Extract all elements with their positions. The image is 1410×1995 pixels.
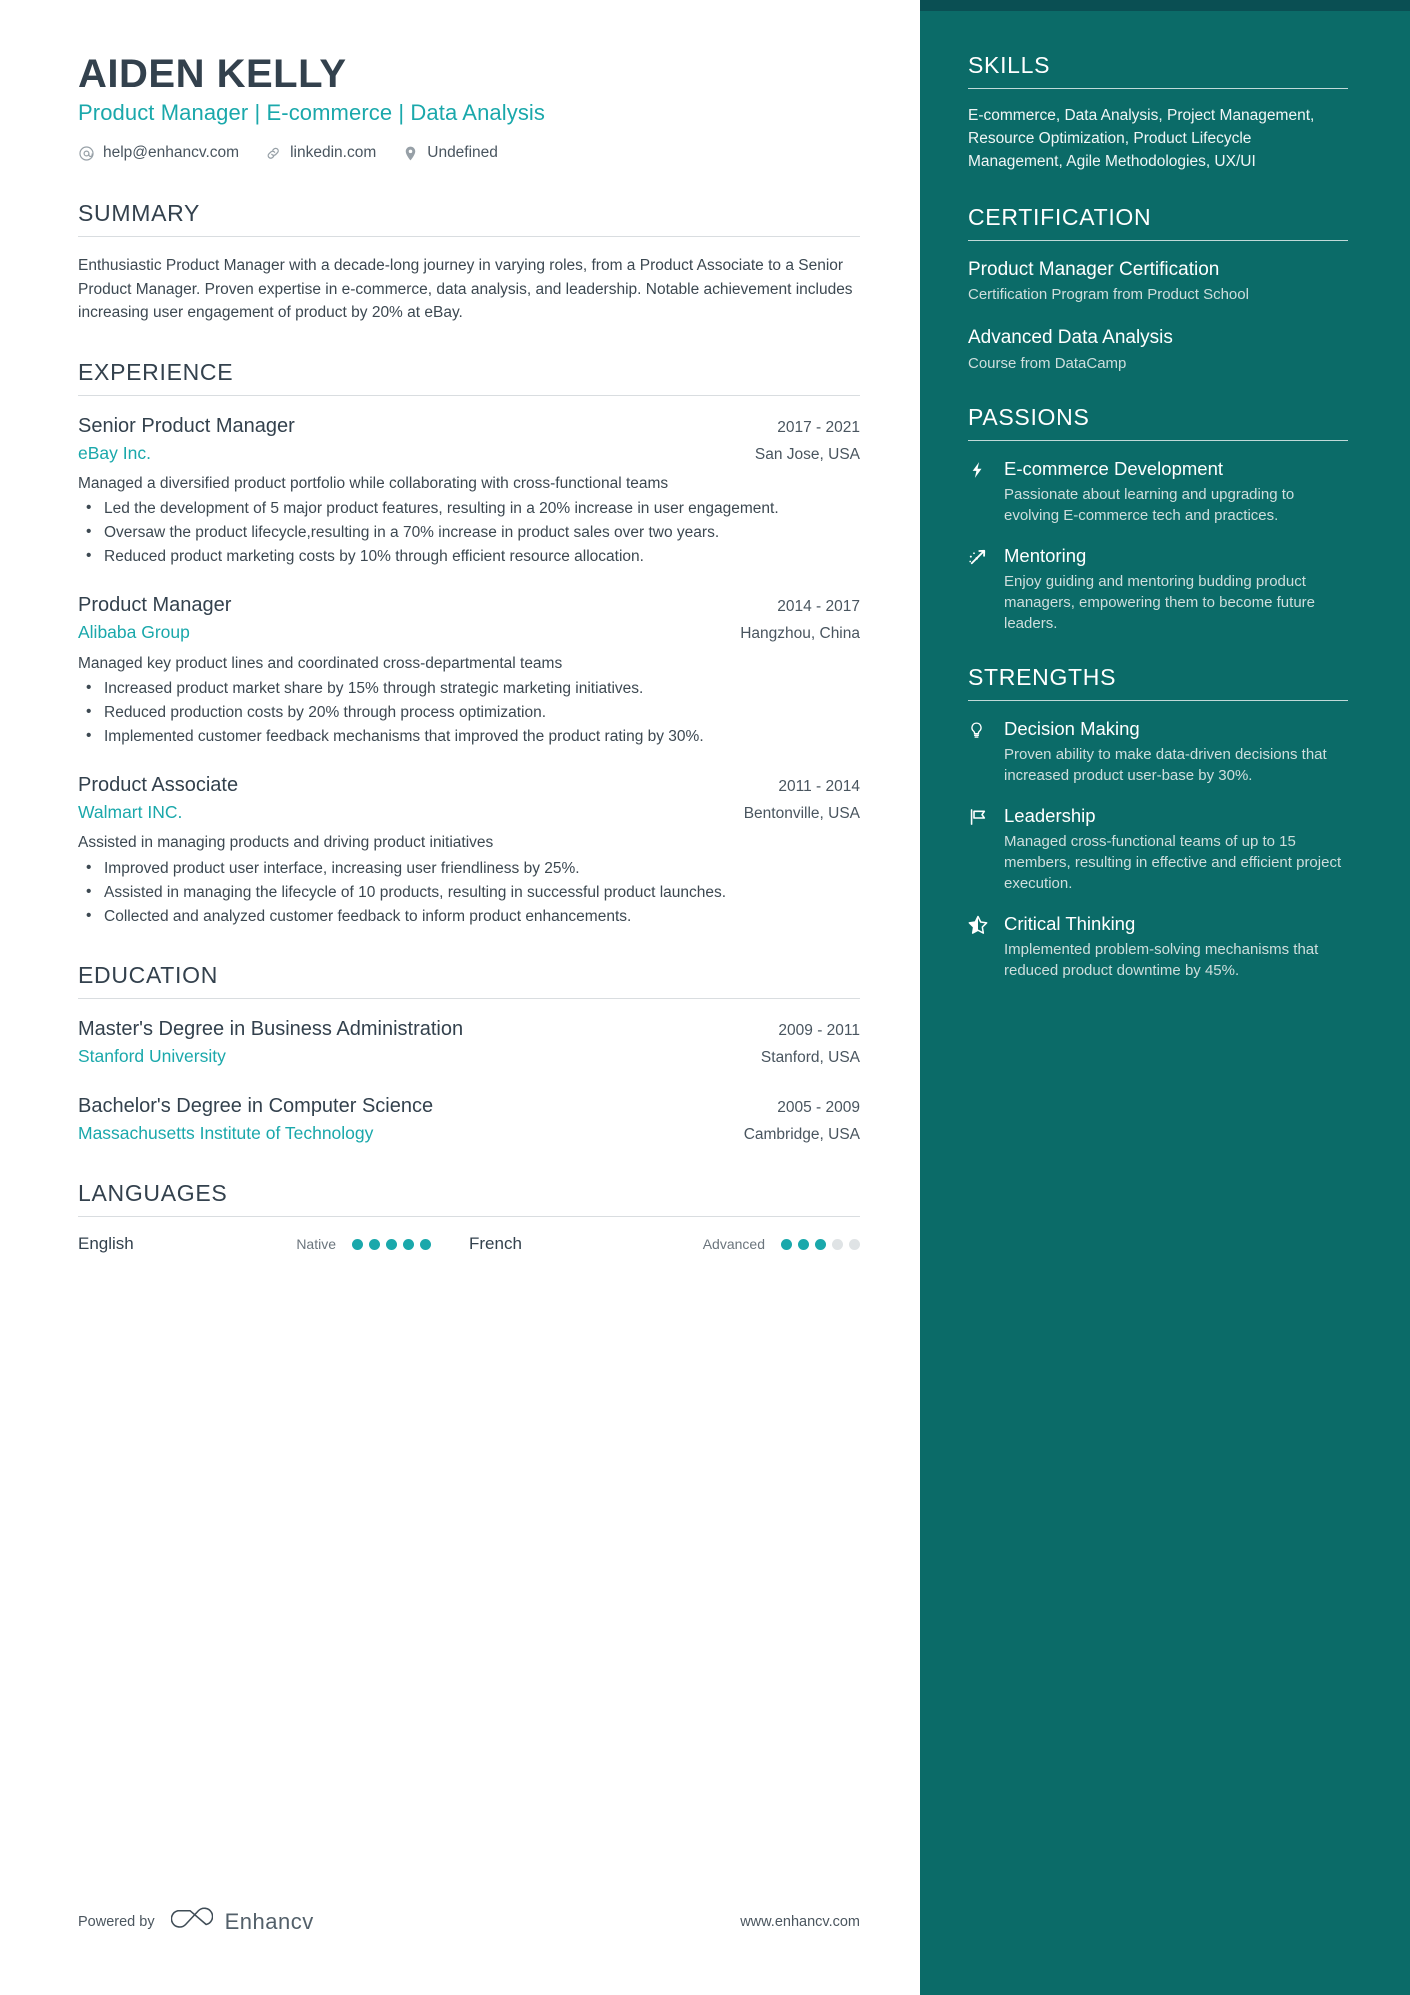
experience-entry <box>78 592 860 748</box>
contact-location-text: Undefined <box>427 144 498 161</box>
job-bullets <box>78 498 860 568</box>
divider <box>968 440 1348 441</box>
rating-dot <box>403 1239 414 1250</box>
section-education <box>78 962 860 1147</box>
passion-item <box>968 544 1348 634</box>
job-bullets <box>78 858 860 928</box>
job-description: Assisted in managing products and driving product initiatives <box>78 834 494 852</box>
section-skills <box>968 52 1348 174</box>
skills-heading: SKILLS <box>968 52 1051 78</box>
strength-title: Leadership <box>1004 805 1096 827</box>
list-item: • Reduced production costs by 20% through process optimization. <box>78 702 860 724</box>
certification-item <box>968 325 1348 374</box>
degree-date: 2009 - 2011 <box>778 1021 860 1039</box>
enhancv-logo-icon <box>171 1906 213 1937</box>
degree-title: Master's Degree in Business Administration <box>78 1017 464 1040</box>
job-company: Walmart INC. <box>78 802 183 823</box>
list-item: • Implemented customer feedback mechanisms that improved the product rating by 30%. <box>78 726 860 748</box>
divider <box>968 240 1348 241</box>
section-certification <box>968 204 1348 374</box>
powered-by-block <box>78 1906 314 1937</box>
language-name: English <box>78 1234 134 1254</box>
job-description: Managed a diversified product portfolio while collaborating with cross-functional teams <box>78 474 669 492</box>
job-date: 2014 - 2017 <box>777 598 860 616</box>
certification-name: Product Manager Certification <box>968 258 1220 280</box>
strength-description: Proven ability to make data-driven decisions that increased product user-base by 30%. <box>1004 746 1327 785</box>
rating-dot <box>386 1239 397 1250</box>
strength-item <box>968 804 1348 894</box>
rating-dot <box>832 1239 843 1250</box>
strength-description: Managed cross-functional teams of up to 15 members, resulting in effective and efficient project execution. <box>1004 833 1342 893</box>
education-entry <box>78 1016 860 1069</box>
website-url[interactable]: www.enhancv.com <box>740 1913 860 1930</box>
contact-email[interactable] <box>78 144 239 162</box>
divider <box>78 998 860 999</box>
passion-item <box>968 457 1348 526</box>
rating-dot <box>369 1239 380 1250</box>
school-location: Cambridge, USA <box>743 1126 860 1144</box>
experience-entry <box>78 413 860 569</box>
job-location: San Jose, USA <box>754 445 860 463</box>
headline: Product Manager | E-commerce | Data Analysis <box>78 100 546 125</box>
section-passions <box>968 404 1348 634</box>
summary-heading: SUMMARY <box>78 200 201 226</box>
powered-by-label: Powered by <box>78 1913 155 1930</box>
rating-dot <box>798 1239 809 1250</box>
certification-issuer: Course from DataCamp <box>968 355 1127 373</box>
divider <box>968 88 1348 89</box>
section-summary <box>78 200 860 325</box>
job-company: Alibaba Group <box>78 622 190 643</box>
list-item: • Assisted in managing the lifecycle of 10 products, resulting in successful product launches. <box>78 882 860 904</box>
rating-dot <box>815 1239 826 1250</box>
language-rating-dots <box>781 1239 860 1250</box>
rating-dot <box>420 1239 431 1250</box>
strength-item <box>968 717 1348 786</box>
job-date: 2011 - 2014 <box>778 778 860 796</box>
lightbulb-icon <box>968 717 990 786</box>
certification-name: Advanced Data Analysis <box>968 327 1173 349</box>
school-name: Massachusetts Institute of Technology <box>78 1123 374 1144</box>
footer <box>78 1906 860 1937</box>
list-item: • Reduced product marketing costs by 10% through efficient resource allocation. <box>78 546 860 568</box>
contact-linkedin[interactable] <box>265 144 376 162</box>
rating-dot <box>352 1239 363 1250</box>
passion-title: Mentoring <box>1004 545 1087 567</box>
rocket-arrow-icon <box>968 544 990 634</box>
passion-description: Passionate about learning and upgrading to evolving E-commerce tech and practices. <box>1004 486 1295 525</box>
section-strengths <box>968 664 1348 981</box>
list-item: • Oversaw the product lifecycle,resulting in a 70% increase in product sales over two years. <box>78 522 860 544</box>
job-location: Hangzhou, China <box>740 625 860 643</box>
strength-description: Implemented problem-solving mechanisms that reduced product downtime by 45%. <box>1004 941 1319 980</box>
half-star-icon <box>968 912 990 981</box>
certification-item <box>968 257 1348 306</box>
job-date: 2017 - 2021 <box>777 418 860 436</box>
rating-dot <box>849 1239 860 1250</box>
divider <box>968 700 1348 701</box>
language-list <box>78 1234 860 1254</box>
summary-text: Enthusiastic Product Manager with a decade-long journey in varying roles, from a Product Associate to a Senior Product Manager. Proven expertise in e-commerce, data analysis, and leadership. Notable achievement includes increasing user engagement of product by 20% at eBay. <box>78 257 853 322</box>
certification-heading: CERTIFICATION <box>968 203 1152 230</box>
experience-heading: EXPERIENCE <box>78 358 234 385</box>
passions-heading: PASSIONS <box>968 404 1090 431</box>
job-description: Managed key product lines and coordinated cross-departmental teams <box>78 654 563 672</box>
language-name: French <box>469 1234 522 1254</box>
divider <box>78 236 860 237</box>
list-item <box>78 1234 469 1254</box>
list-item: • Increased product market share by 15% through strategic marketing initiatives. <box>78 678 860 700</box>
divider <box>78 1216 860 1217</box>
strength-title: Decision Making <box>1004 718 1140 740</box>
skills-text: E-commerce, Data Analysis, Project Management, Resource Optimization, Product Lifecycle Management, Agile Methodologies, UX/UI <box>968 107 1315 170</box>
list-item: • Improved product user interface, increasing user friendliness by 25%. <box>78 858 860 880</box>
page-title: AIDEN KELLY <box>78 52 347 96</box>
list-item: • Led the development of 5 major product features, resulting in a 20% increase in user engagement. <box>78 498 860 520</box>
section-experience <box>78 359 860 928</box>
school-name: Stanford University <box>78 1045 226 1066</box>
degree-title: Bachelor's Degree in Computer Science <box>78 1095 434 1118</box>
brand-name: Enhancv <box>224 1908 314 1934</box>
strength-item <box>968 912 1348 981</box>
degree-date: 2005 - 2009 <box>777 1099 860 1117</box>
school-location: Stanford, USA <box>760 1048 860 1066</box>
job-company: eBay Inc. <box>78 442 151 463</box>
at-icon <box>78 145 95 162</box>
language-level: Advanced <box>702 1236 765 1253</box>
lightning-bolt-icon <box>968 457 990 526</box>
section-languages <box>78 1180 860 1254</box>
job-title: Product Manager <box>78 594 232 617</box>
contact-row <box>78 144 860 162</box>
sidebar <box>920 0 1410 1995</box>
rating-dot <box>781 1239 792 1250</box>
language-rating-dots <box>352 1239 431 1250</box>
job-bullets <box>78 678 860 748</box>
list-item: • Collected and analyzed customer feedback to inform product enhancements. <box>78 906 860 928</box>
job-location: Bentonville, USA <box>743 805 860 823</box>
link-icon <box>265 145 282 162</box>
certification-issuer: Certification Program from Product School <box>968 286 1249 304</box>
contact-linkedin-text: linkedin.com <box>290 144 377 161</box>
strengths-heading: STRENGTHS <box>968 664 1117 691</box>
divider <box>78 395 860 396</box>
flag-icon <box>968 804 990 894</box>
languages-heading: LANGUAGES <box>78 1180 228 1207</box>
strength-title: Critical Thinking <box>1004 913 1136 935</box>
language-level: Native <box>296 1236 336 1253</box>
passion-description: Enjoy guiding and mentoring budding product managers, empowering them to become future leaders. <box>1004 573 1315 633</box>
experience-entry <box>78 772 860 928</box>
contact-location[interactable] <box>402 144 498 162</box>
location-pin-icon <box>402 145 419 162</box>
passion-title: E-commerce Development <box>1004 458 1223 480</box>
contact-email-text: help@enhancv.com <box>103 144 240 161</box>
sidebar-top-accent-bar <box>920 0 1410 11</box>
education-heading: EDUCATION <box>78 961 219 988</box>
education-entry <box>78 1093 860 1146</box>
list-item <box>469 1234 860 1254</box>
job-title: Product Associate <box>78 774 239 797</box>
job-title: Senior Product Manager <box>78 414 295 437</box>
